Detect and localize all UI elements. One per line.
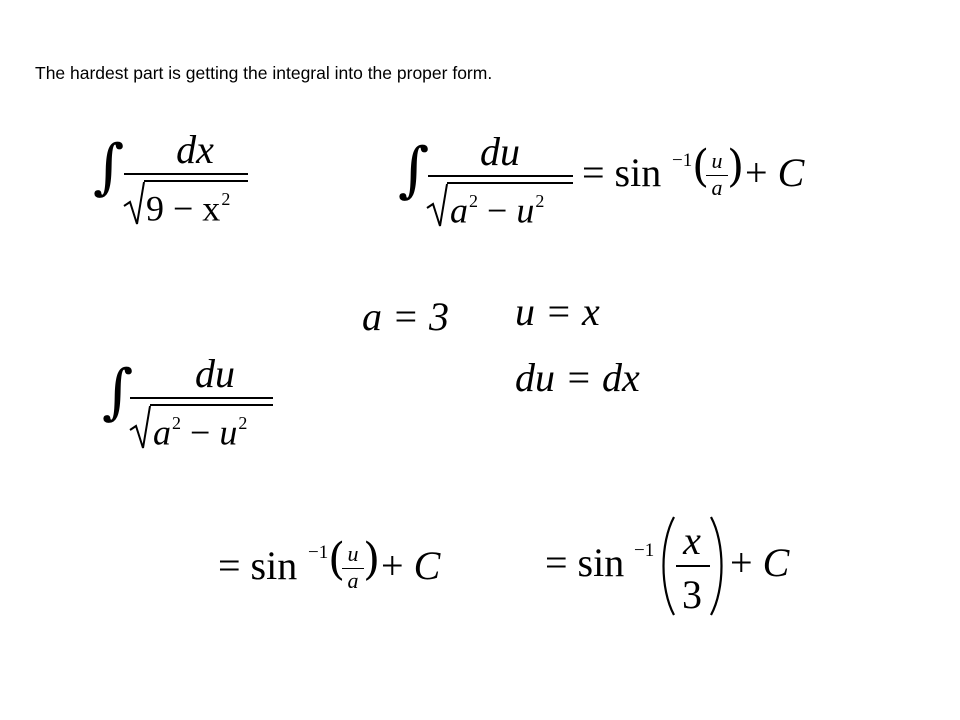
right-paren: ) xyxy=(363,534,381,585)
radicand-u: u xyxy=(516,190,535,231)
plus-c-text: + C xyxy=(745,150,805,195)
inverse-exponent: −1 xyxy=(308,542,329,563)
radical-vinculum xyxy=(447,182,573,184)
fraction-a: a xyxy=(347,568,359,593)
minus-sign: − xyxy=(487,190,508,231)
substitution-du: du = dx xyxy=(515,355,640,400)
fraction-bar xyxy=(124,173,248,175)
inverse-exponent: −1 xyxy=(672,150,693,171)
fraction-3: 3 xyxy=(682,572,702,617)
numerator-dx: dx xyxy=(176,127,214,172)
page-heading: The hardest part is getting the integral into the proper form. xyxy=(35,63,493,83)
radical-sign xyxy=(427,182,447,230)
equals-sin: = sin xyxy=(218,543,298,588)
radicand-a: a xyxy=(450,190,468,231)
numerator-du: du xyxy=(480,129,520,174)
fraction-u: u xyxy=(347,541,359,566)
equals-sin: = sin xyxy=(545,540,625,585)
constant-c: C xyxy=(777,150,805,195)
exponent-u: 2 xyxy=(238,413,248,433)
radical-vinculum xyxy=(150,404,273,406)
right-paren xyxy=(707,515,729,617)
radicand-text: 9 − x xyxy=(146,188,221,229)
equals-sin: = sin xyxy=(582,150,662,195)
plus-c-text: + C xyxy=(381,543,441,588)
integral-sign: ∫ xyxy=(93,132,125,202)
radical-sign xyxy=(124,180,144,228)
exponent-a: 2 xyxy=(172,413,181,433)
radicand-exponent: 2 xyxy=(221,189,231,209)
fraction-bar xyxy=(130,397,273,399)
radicand xyxy=(153,412,248,453)
integral-sign: ∫ xyxy=(102,357,134,427)
right-paren: ) xyxy=(727,141,745,192)
fraction-u: u xyxy=(711,148,723,173)
exponent-u: 2 xyxy=(535,191,545,211)
plus-c xyxy=(730,540,790,585)
radicand xyxy=(450,190,545,231)
minus-sign: − xyxy=(190,412,211,453)
inverse-exponent: −1 xyxy=(634,540,655,561)
substitution-a: a = 3 xyxy=(362,294,449,339)
left-paren: ( xyxy=(328,534,346,585)
numerator-du: du xyxy=(195,351,235,396)
radical-sign xyxy=(130,404,150,452)
radicand-a: a xyxy=(153,412,171,453)
left-paren: ( xyxy=(692,141,710,192)
exponent-a: 2 xyxy=(469,191,478,211)
substitution-u: u = x xyxy=(515,289,600,334)
fraction-x: x xyxy=(683,518,701,563)
radicand xyxy=(146,188,231,229)
fraction-a: a xyxy=(711,175,723,200)
fraction-bar xyxy=(676,565,710,567)
integral-sign: ∫ xyxy=(398,135,430,205)
plus-c-text: + C xyxy=(730,540,790,585)
fraction-bar xyxy=(428,175,573,177)
constant-c: C xyxy=(762,540,790,585)
radical-vinculum xyxy=(144,180,248,182)
plus-c xyxy=(745,150,805,195)
constant-c: C xyxy=(413,543,441,588)
plus-c xyxy=(381,543,441,588)
radicand-u: u xyxy=(219,412,238,453)
